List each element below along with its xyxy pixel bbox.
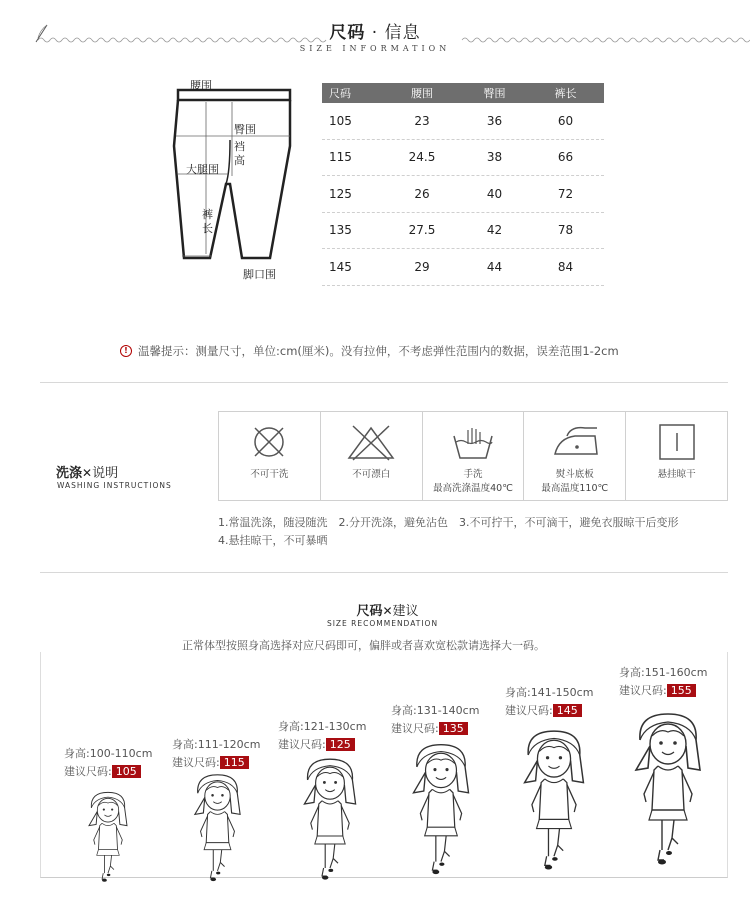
size-table-header (322, 83, 604, 103)
table-cell: 105 (329, 113, 352, 128)
table-row (322, 103, 604, 140)
table-cell: 23 (414, 113, 430, 128)
tip-text: 温馨提示：测量尺寸，单位:cm(厘米)。没有拉伸，不考虑弹性范围内的数据，误差范围1-2cm (138, 344, 619, 358)
kid-figure-155 (618, 704, 718, 876)
rec-size-prefix: 建议尺码: (619, 684, 667, 697)
washing-note-line: 4.悬挂晾干，不可暴晒 (218, 534, 328, 547)
table-row (322, 249, 604, 286)
washing-title (56, 462, 118, 481)
kid-figure-115 (180, 772, 255, 885)
table-cell: 27.5 (408, 223, 436, 238)
table-row (322, 213, 604, 250)
warning-icon: ! (120, 345, 132, 357)
rec-height: 身高:111-120cm (172, 738, 261, 751)
wash-label-sub: 最高温度110℃ (541, 483, 609, 494)
rec-label-5 (505, 684, 593, 720)
pants-diagram (170, 76, 310, 281)
section-divider (40, 382, 728, 383)
table-cell: 84 (557, 259, 574, 274)
washing-title-bold: 洗涤 (56, 466, 83, 481)
wash-item-no-bleach (321, 412, 423, 500)
recommendation-subtitle: SIZE RECOMMENDATION (326, 619, 439, 628)
rec-size-badge: 135 (439, 722, 468, 735)
table-cell: 60 (557, 113, 574, 128)
table-header-cell: 臀围 (483, 87, 506, 100)
label-hip: 臀围 (234, 123, 256, 136)
table-cell: 38 (486, 150, 503, 165)
washing-title-x: ✕ (82, 466, 93, 480)
rec-label-3 (278, 718, 366, 754)
rec-title-bold: 尺码 (356, 604, 383, 619)
table-cell: 78 (557, 223, 574, 238)
iron-icon (545, 420, 605, 464)
kid-figure-105 (78, 790, 138, 885)
kid-figure-125 (290, 756, 370, 884)
rec-height: 身高:151-160cm (619, 666, 708, 679)
table-cell: 44 (486, 259, 503, 274)
recommendation-note: 正常体型按照身高选择对应尺码即可，偏胖或者喜欢宽松款请选择大一码。 (182, 639, 545, 652)
rec-height: 身高:131-140cm (391, 704, 480, 717)
wash-item-hand-wash (423, 412, 525, 500)
table-cell: 29 (414, 259, 430, 274)
rec-title-rest: 建议 (392, 604, 419, 619)
title-separator: · (371, 23, 379, 43)
title-bold: 尺码 (329, 23, 366, 43)
table-cell: 72 (557, 186, 574, 201)
washing-note-line: 1.常温洗涤，随浸随洗 2.分开洗涤，避免沾色 3.不可拧干，不可滴干，避免衣服晾干后变形 (218, 516, 679, 529)
wash-label: 手洗 (463, 469, 483, 480)
page-subtitle: SIZE INFORMATION (299, 44, 451, 53)
table-cell: 24.5 (408, 150, 436, 165)
table-cell: 40 (486, 186, 503, 201)
rec-label-6 (619, 664, 707, 700)
recommendation-title (0, 600, 750, 619)
rec-height: 身高:141-150cm (505, 686, 594, 699)
kid-figure-135 (398, 740, 484, 880)
rec-height: 身高:100-110cm (64, 747, 153, 760)
table-cell: 36 (486, 113, 503, 128)
table-cell: 26 (414, 186, 430, 201)
section-divider (40, 572, 728, 573)
title-rest: 信息 (384, 23, 421, 43)
table-cell: 125 (329, 186, 352, 201)
table-header-cell: 裤长 (554, 87, 577, 100)
wash-label: 熨斗底板 (555, 469, 594, 480)
rec-height: 身高:121-130cm (278, 720, 367, 733)
table-header-cell: 尺码 (329, 87, 351, 100)
line-dry-icon (655, 420, 699, 464)
rec-size-badge: 155 (667, 684, 696, 697)
table-row (322, 140, 604, 177)
washing-icons-panel (218, 411, 728, 501)
rec-size-prefix: 建议尺码: (172, 756, 220, 769)
measurement-tip (120, 343, 619, 359)
wash-label: 不可漂白 (352, 469, 391, 480)
table-cell: 42 (486, 223, 503, 238)
label-waist: 腰围 (190, 79, 212, 92)
hand-wash-icon (448, 420, 498, 464)
rec-size-prefix: 建议尺码: (64, 765, 112, 778)
rec-size-badge: 145 (553, 704, 582, 717)
table-cell: 145 (329, 259, 352, 274)
rec-size-badge: 105 (112, 765, 141, 778)
wash-label: 悬挂晾干 (657, 469, 696, 480)
washing-notes (218, 514, 738, 550)
wash-label: 不可干洗 (250, 469, 289, 480)
washing-title-rest: 说明 (92, 466, 119, 481)
rec-size-prefix: 建议尺码: (505, 704, 553, 717)
rec-size-prefix: 建议尺码: (278, 738, 326, 751)
wash-label-sub: 最高洗涤温度40℃ (433, 483, 513, 494)
rec-size-badge: 115 (220, 756, 249, 769)
table-cell: 135 (329, 223, 352, 238)
table-header-cell: 腰围 (411, 87, 433, 100)
label-rise: 裆高 (234, 140, 245, 167)
no-tumble-dry-icon (247, 420, 291, 464)
label-hem: 脚口围 (243, 268, 276, 281)
no-bleach-icon (339, 420, 403, 464)
table-cell: 66 (557, 150, 574, 165)
rec-label-2 (172, 736, 260, 772)
page-title (0, 18, 750, 43)
label-length: 裤长 (202, 208, 213, 235)
table-row (322, 176, 604, 213)
rec-label-1 (64, 745, 152, 781)
wash-item-iron (524, 412, 626, 500)
rec-title-x: ✕ (382, 604, 393, 618)
rec-label-4 (391, 702, 479, 738)
kid-figure-145 (508, 722, 600, 880)
wash-item-line-dry (626, 412, 727, 500)
rec-size-prefix: 建议尺码: (391, 722, 439, 735)
table-cell: 115 (329, 150, 352, 165)
label-thigh: 大腿围 (186, 163, 219, 176)
wash-item-no-tumble-dry (219, 412, 321, 500)
rec-size-badge: 125 (326, 738, 355, 751)
washing-subtitle: WASHING INSTRUCTIONS (57, 481, 172, 490)
size-table (322, 83, 604, 286)
